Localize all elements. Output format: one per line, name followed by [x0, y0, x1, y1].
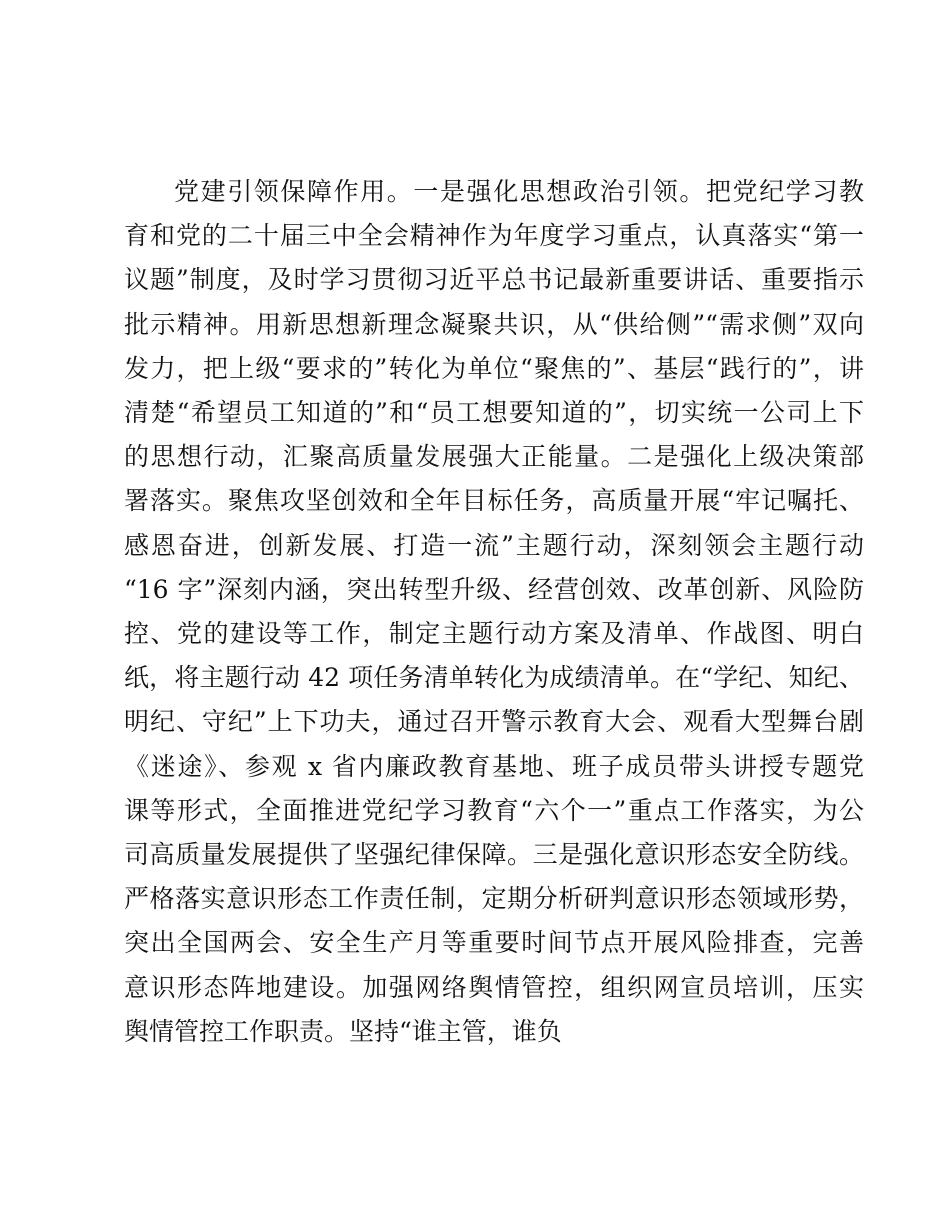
text-line-17: 严格落实意识形态工作责任制，定期分析研判意识形态领域形势， [124, 884, 864, 914]
text-line-16: 司高质量发展提供了坚强纪律保障。三是强化意识形态安全防线。 [124, 840, 864, 870]
text-line-20: 舆情管控工作职责。坚持“谁主管，谁负 [124, 1016, 562, 1046]
text-line-7: 的思想行动，汇聚高质量发展强大正能量。二是强化上级决策部 [124, 442, 864, 472]
text-line-4: 批示精神。用新思想新理念凝聚共识，从“供给侧”“需求侧”双向 [124, 309, 864, 339]
text-line-3: 议题”制度，及时学习贯彻习近平总书记最新重要讲话、重要指示 [124, 265, 864, 295]
text-line-15: 课等形式，全面推进党纪学习教育“六个一”重点工作落实，为公 [124, 795, 864, 825]
body-paragraph [124, 170, 864, 1054]
text-line-1: 党建引领保障作用。一是强化思想政治引领。把党纪学习教 [174, 177, 864, 206]
text-line-14: 《迷途》、参观 x 省内廉政教育基地、班子成员带头讲授专题党 [124, 751, 864, 781]
text-line-6: 清楚“希望员工知道的”和“员工想要知道的”，切实统一公司上下 [124, 398, 864, 428]
text-line-11: 控、党的建设等工作，制定主题行动方案及清单、作战图、明白 [124, 619, 864, 649]
text-line-5: 发力，把上级“要求的”转化为单位“聚焦的”、基层“践行的”，讲 [124, 353, 864, 383]
text-line-13: 明纪、守纪”上下功夫，通过召开警示教育大会、观看大型舞台剧 [124, 707, 864, 737]
text-line-19: 意识形态阵地建设。加强网络舆情管控，组织网宣员培训，压实 [124, 972, 864, 1002]
text-line-10: “16 字”深刻内涵，突出转型升级、经营创效、改革创新、风险防 [124, 574, 864, 604]
text-line-18: 突出全国两会、安全生产月等重要时间节点开展风险排查，完善 [124, 928, 864, 958]
text-line-8: 署落实。聚焦攻坚创效和全年目标任务，高质量开展“牢记嘱托、 [124, 486, 864, 516]
text-line-2: 育和党的二十届三中全会精神作为年度学习重点，认真落实“第一 [124, 221, 864, 251]
text-line-9: 感恩奋进，创新发展、打造一流”主题行动，深刻领会主题行动 [124, 530, 864, 560]
text-line-12: 纸，将主题行动 42 项任务清单转化为成绩清单。在“学纪、知纪、 [124, 663, 864, 693]
